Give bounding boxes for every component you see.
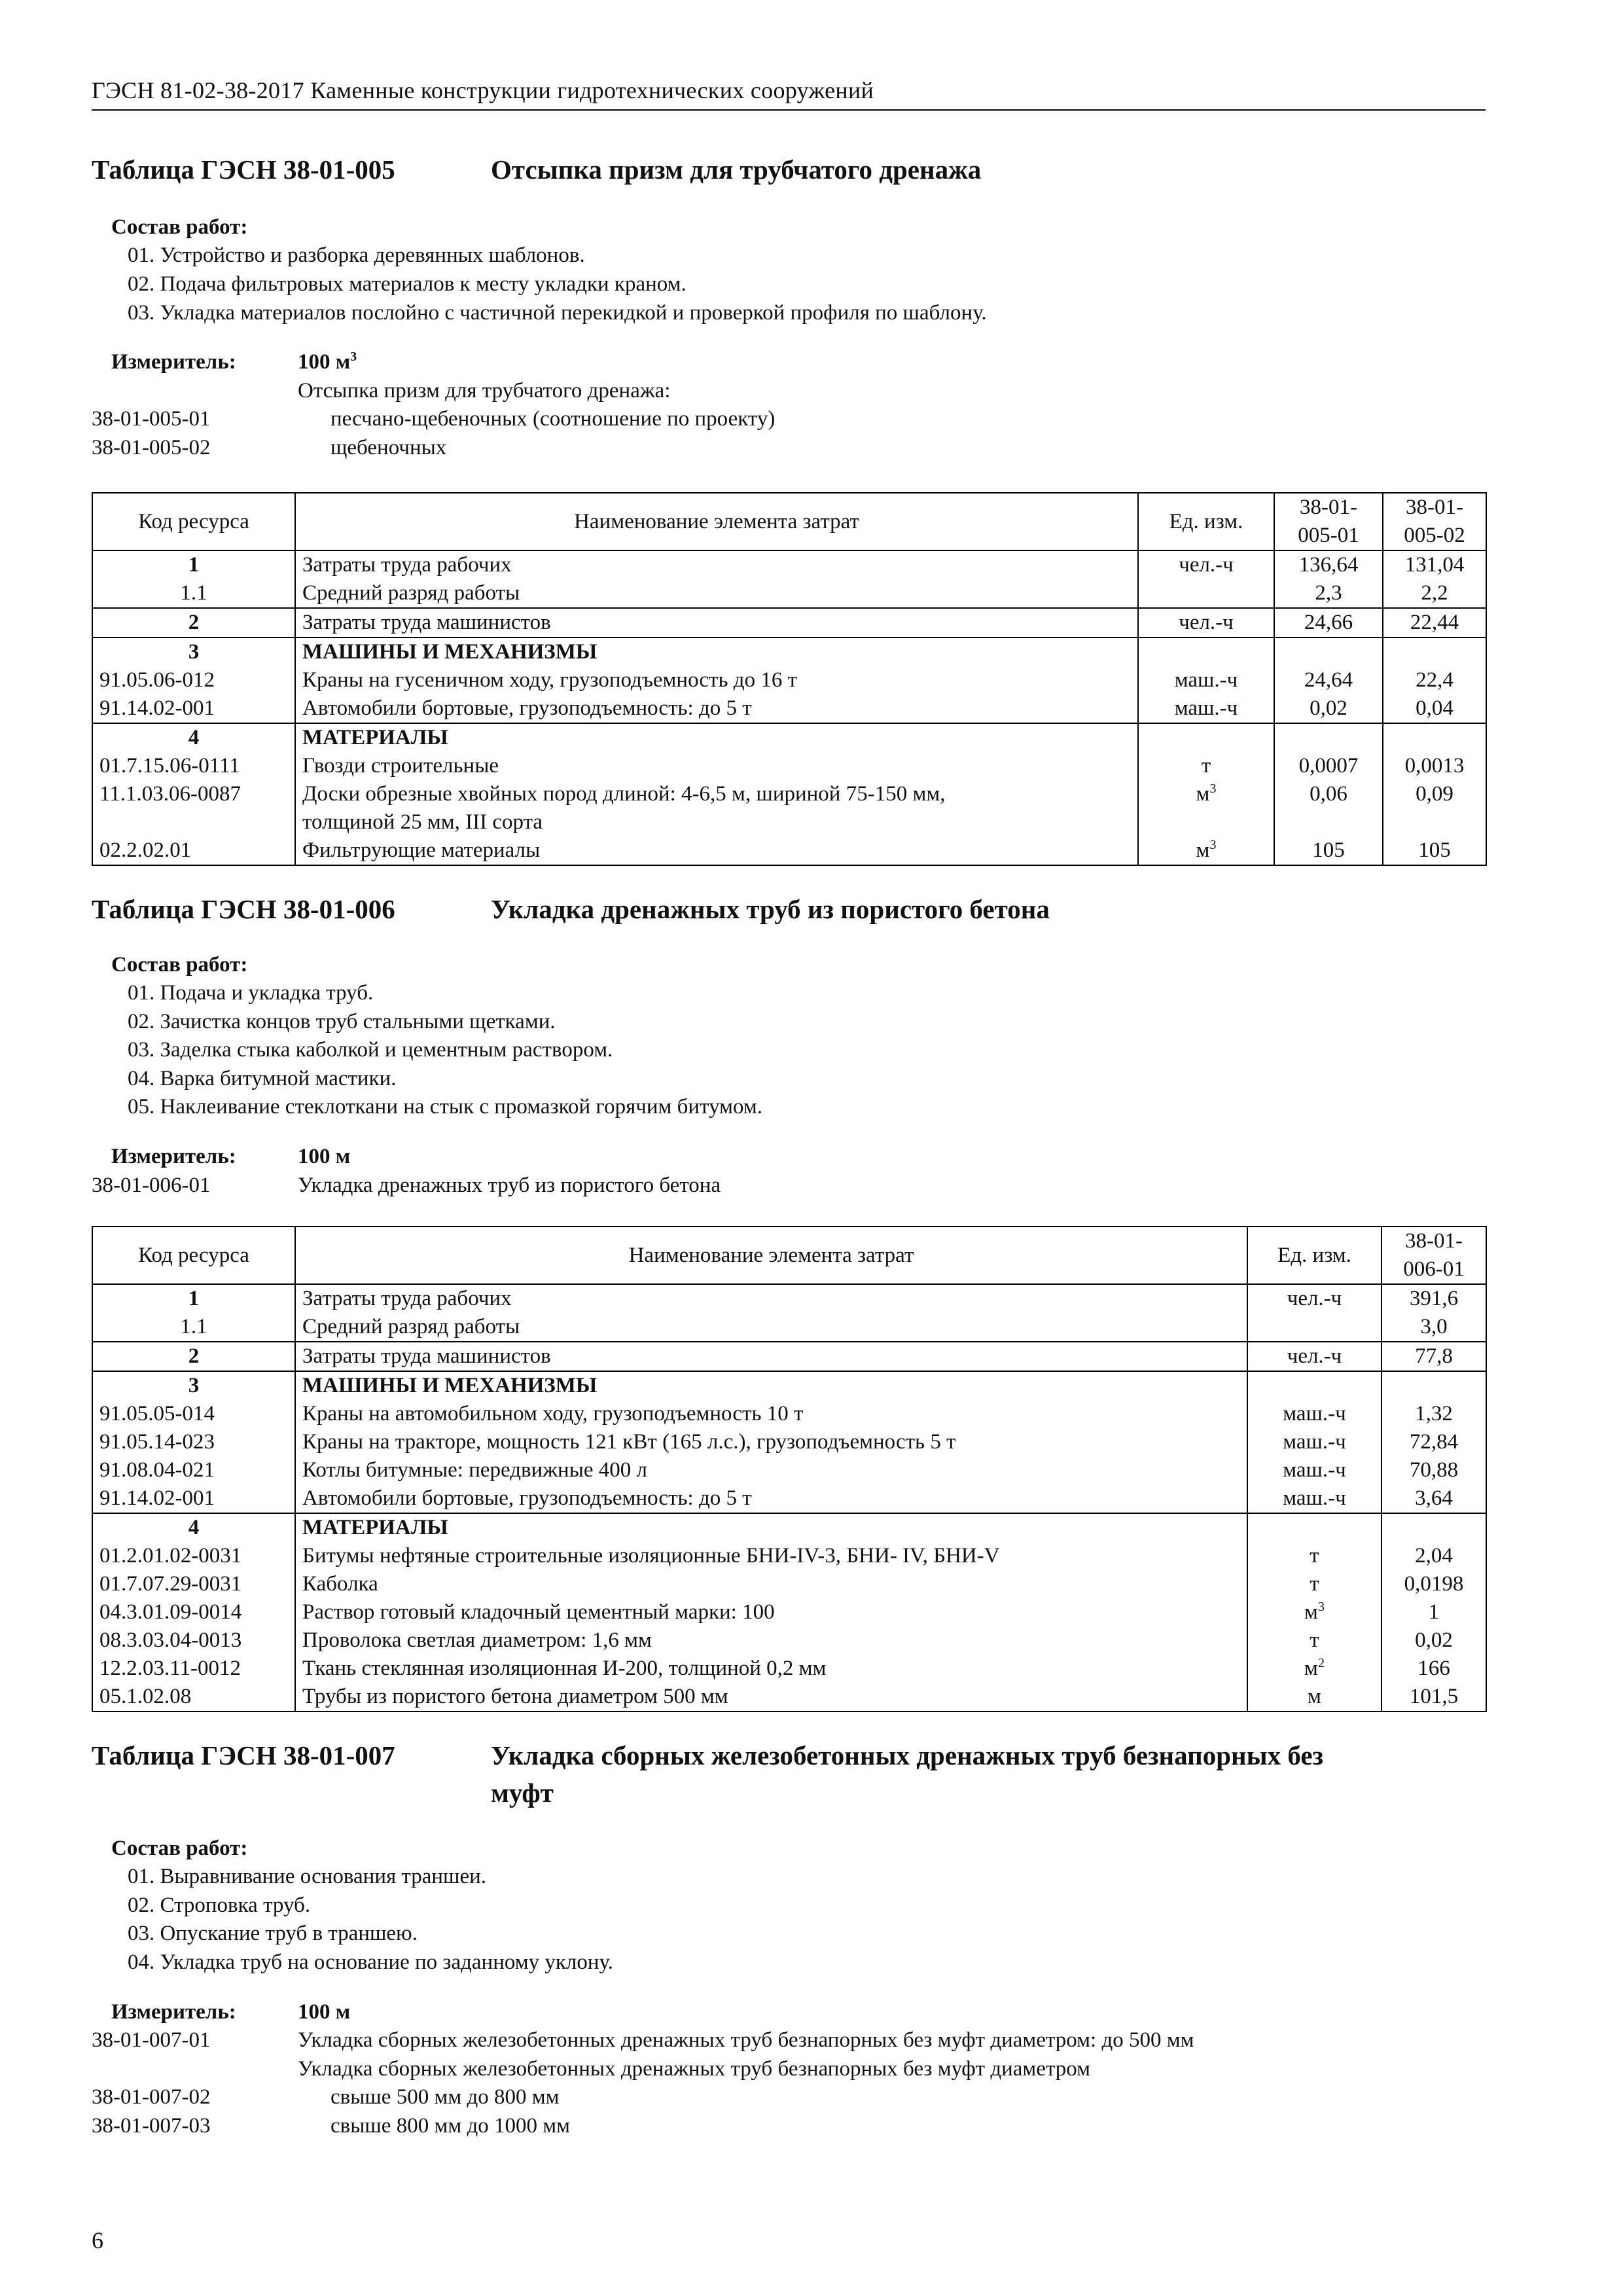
table-row: 02.2.02.01 Фильтрующие материалы $м^3$ 105 105 (92, 836, 1486, 865)
table-row: 1 Затраты труда рабочих чел.-ч 136,64 131,04 (92, 550, 1486, 579)
table-row: 08.3.03.04-0013 Проволока светлая диаметром: 1,6 мм т 0,02 (92, 1626, 1486, 1655)
work-item: 01. Подача и укладка труб. (128, 981, 374, 1005)
table-code: Таблица ГЭСН 38-01-007 (92, 1740, 395, 1771)
item-row (92, 2026, 1486, 2055)
sostav-label: Состав работ: (111, 215, 248, 239)
item-code: 38-01-007-03 (92, 2113, 211, 2138)
item-code: 38-01-007-01 (92, 2028, 211, 2053)
table-header-row (92, 1227, 1486, 1284)
item-row (92, 1172, 1486, 1200)
work-item: 03. Укладка материалов послойно с частичной перекидкой и проверкой профиля по шаблону. (128, 300, 987, 325)
item-row (92, 2083, 1486, 2112)
table-row: 91.05.06-012 Краны на гусеничном ходу, грузоподъемность до 16 т маш.-ч 24,64 22,4 (92, 666, 1486, 694)
measure-row (92, 1143, 1486, 1172)
sostav-label: Состав работ: (111, 952, 248, 977)
table-code: Таблица ГЭСН 38-01-005 (92, 154, 395, 185)
col-unit-header: Ед. изм. (1138, 493, 1274, 550)
table-name: Укладка дренажных труб из пористого бетона (491, 894, 1050, 925)
item-name: щебеночных (330, 435, 447, 459)
table-row: 04.3.01.09-0014 Раствор готовый кладочный цементный марки: 100 $м^3$ 1 (92, 1598, 1486, 1626)
resource-table-006 (92, 1226, 1487, 1712)
col-code-header: Код ресурса (92, 493, 295, 550)
work-item: 01. Устройство и разборка деревянных шаблонов. (128, 243, 585, 268)
table-row: 11.1.03.06-0087 Доски обрезные хвойных пород длиной: 4-6,5 м, шириной 75-150 мм, $м^3$ 0,06 0,09 (92, 780, 1486, 808)
measure-label: Измеритель: (111, 1144, 236, 1168)
table-row: 1.1 Средний разряд работы 2,3 2,2 (92, 579, 1486, 608)
table-name: Отсыпка призм для трубчатого дренажа (491, 154, 982, 185)
table-section-row: 4 МАТЕРИАЛЫ (92, 1513, 1486, 1542)
table-header-row (92, 493, 1486, 550)
item-name: Укладка сборных железобетонных дренажных труб безнапорных без муфт диаметром: до 500 мм (298, 2028, 1194, 2053)
table-name: Укладка сборных железобетонных дренажных труб безнапорных без муфт (491, 1740, 1324, 1808)
item-code: 38-01-005-01 (92, 407, 211, 431)
items-intro: Укладка сборных железобетонных дренажных труб безнапорных без муфт диаметром (298, 2056, 1091, 2081)
table-row: 91.05.14-023 Краны на тракторе, мощность 121 кВт (165 л.с.), грузоподъемность 5 т маш.-ч 72,84 (92, 1428, 1486, 1456)
col-name-header: Наименование элемента затрат (295, 1227, 1247, 1284)
table-section-row: 4 МАТЕРИАЛЫ (92, 723, 1486, 752)
work-item: 01. Выравнивание основания траншеи. (128, 1865, 487, 1889)
item-name: Укладка дренажных труб из пористого бетона (298, 1173, 721, 1197)
item-name: свыше 500 мм до 800 мм (330, 2085, 560, 2109)
item-name: свыше 800 мм до 1000 мм (330, 2113, 571, 2138)
col-name-header: Наименование элемента затрат (295, 493, 1138, 550)
measure-row (92, 348, 1486, 377)
table-row: 91.14.02-001 Автомобили бортовые, грузоподъемность: до 5 т маш.-ч 0,02 0,04 (92, 694, 1486, 723)
measure-label: Измеритель: (111, 2000, 236, 2024)
work-item: 04. Укладка труб на основание по заданному уклону. (128, 1950, 613, 1975)
measure-value: 100 $м^3$ (298, 350, 357, 374)
work-item: 04. Варка битумной мастики. (128, 1066, 397, 1090)
table-row: 91.05.05-014 Краны на автомобильном ходу, грузоподъемность 10 т маш.-ч 1,32 (92, 1400, 1486, 1428)
item-code: 38-01-005-02 (92, 435, 211, 459)
document-header: ГЭСН 81-02-38-2017 Каменные конструкции гидротехнических сооружений (92, 75, 1486, 111)
table-row: 91.08.04-021 Котлы битумные: передвижные 400 л маш.-ч 70,88 (92, 1456, 1486, 1484)
item-row (92, 2112, 1486, 2141)
col-norm-header: 38-01- 005-01 (1274, 493, 1383, 550)
item-row (92, 405, 1486, 434)
work-item: 02. Подача фильтровых материалов к месту укладки краном. (128, 272, 687, 296)
table-row: 1.1 Средний разряд работы 3,0 (92, 1313, 1486, 1342)
col-norm-header: 38-01- 006-01 (1382, 1227, 1486, 1284)
table-section-row: 3 МАШИНЫ И МЕХАНИЗМЫ (92, 1371, 1486, 1400)
items-intro-row (92, 2055, 1486, 2084)
page (92, 75, 1486, 2140)
table-007-title (92, 1737, 1486, 1812)
col-norm-header: 38-01- 005-02 (1383, 493, 1486, 550)
table-row: 2 Затраты труда машинистов чел.-ч 77,8 (92, 1342, 1486, 1371)
items-intro-row (92, 377, 1486, 406)
table-005-title (92, 151, 1486, 188)
item-code: 38-01-007-02 (92, 2085, 211, 2109)
col-unit-header: Ед. изм. (1247, 1227, 1382, 1284)
item-name: песчано-щебеночных (соотношение по проекту) (330, 407, 776, 431)
items-intro: Отсыпка призм для трубчатого дренажа: (298, 378, 671, 403)
table-row: 01.2.01.02-0031 Битумы нефтяные строительные изоляционные БНИ-IV-3, БНИ- IV, БНИ-V т 2,04 (92, 1542, 1486, 1570)
item-code: 38-01-006-01 (92, 1173, 211, 1197)
table-section-row: 3 МАШИНЫ И МЕХАНИЗМЫ (92, 637, 1486, 666)
measure-value: 100 м (298, 2000, 351, 2024)
measure-label: Измеритель: (111, 350, 236, 374)
table-row: 12.2.03.11-0012 Ткань стеклянная изоляционная И-200, толщиной 0,2 мм $м^2$ 166 (92, 1655, 1486, 1683)
work-item: 05. Наклеивание стеклоткани на стык с промазкой горячим битумом. (128, 1095, 763, 1119)
table-row: 01.7.15.06-0111 Гвозди строительные т 0,0007 0,0013 (92, 752, 1486, 780)
work-item: 02. Зачистка концов труб стальными щетками. (128, 1009, 556, 1033)
table-006-title (92, 891, 1486, 928)
table-row: 1 Затраты труда рабочих чел.-ч 391,6 (92, 1284, 1486, 1313)
table-row: 2 Затраты труда машинистов чел.-ч 24,66 22,44 (92, 608, 1486, 637)
table-row: 91.14.02-001 Автомобили бортовые, грузоподъемность: до 5 т маш.-ч 3,64 (92, 1484, 1486, 1513)
table-row: толщиной 25 мм, III сорта (92, 808, 1486, 836)
work-item: 03. Заделка стыка каболкой и цементным раствором. (128, 1038, 613, 1062)
page-number: 6 (92, 2227, 103, 2253)
table-row: 01.7.07.29-0031 Каболка т 0,0198 (92, 1570, 1486, 1598)
col-code-header: Код ресурса (92, 1227, 295, 1284)
resource-table-005 (92, 492, 1487, 866)
sostav-label: Состав работ: (111, 1836, 248, 1860)
table-code: Таблица ГЭСН 38-01-006 (92, 894, 395, 925)
work-item: 02. Строповка труб. (128, 1893, 311, 1917)
table-row: 05.1.02.08 Трубы из пористого бетона диаметром 500 мм м 101,5 (92, 1683, 1486, 1712)
measure-value: 100 м (298, 1144, 351, 1168)
work-item: 03. Опускание труб в траншею. (128, 1922, 418, 1946)
measure-row (92, 1998, 1486, 2027)
item-row (92, 434, 1486, 463)
